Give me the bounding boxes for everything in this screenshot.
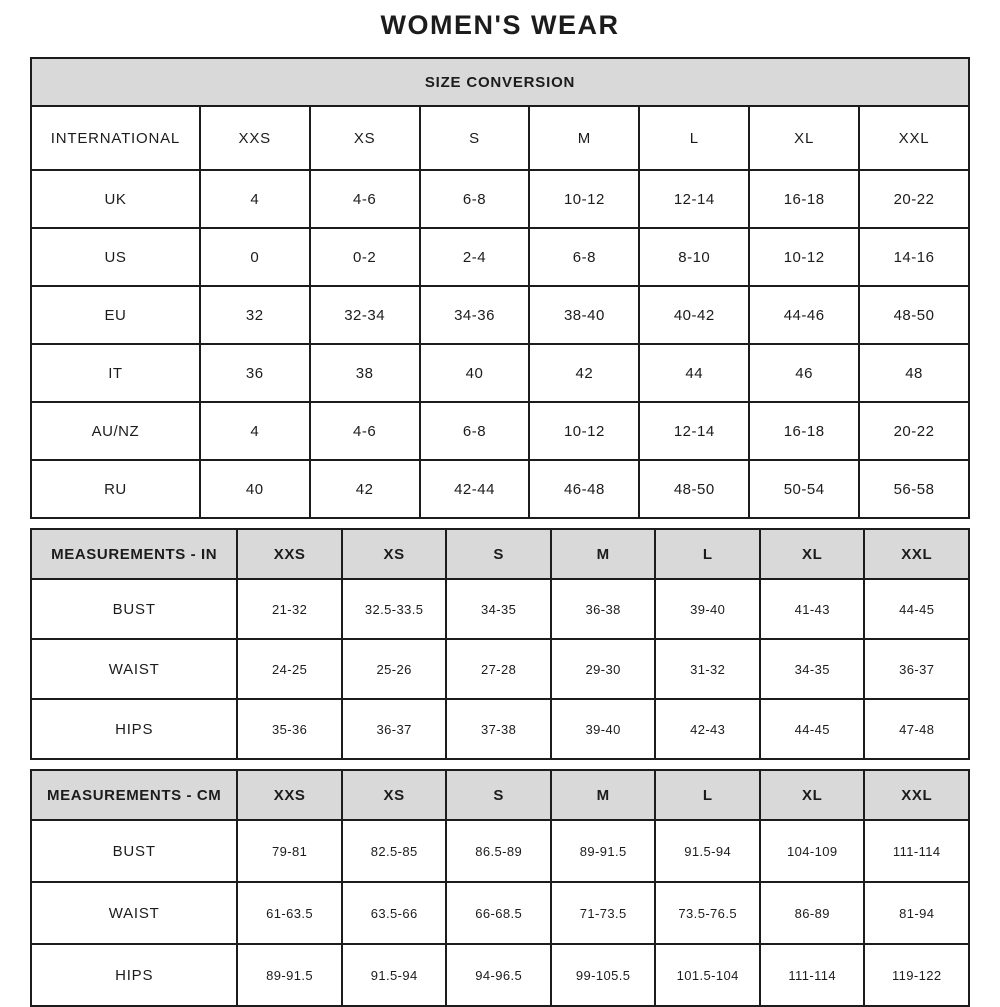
- measure-value-cell: 89-91.5: [237, 944, 342, 1006]
- size-value-cell: 4-6: [310, 402, 420, 460]
- size-value-cell: 12-14: [639, 402, 749, 460]
- measure-value-cell: 39-40: [551, 699, 656, 759]
- measurements-in-column-header: M: [551, 529, 656, 579]
- measure-value-cell: 42-43: [655, 699, 760, 759]
- measure-value-cell: 36-37: [864, 639, 969, 699]
- size-value-cell: 46: [749, 344, 859, 402]
- measurements-cm-column-header: XXS: [237, 770, 342, 820]
- measurements-cm-column-header: S: [446, 770, 551, 820]
- size-value-cell: 6-8: [529, 228, 639, 286]
- size-conversion-column-header: INTERNATIONAL: [31, 106, 200, 170]
- size-value-cell: 32: [200, 286, 310, 344]
- measure-value-cell: 99-105.5: [551, 944, 656, 1006]
- measure-value-cell: 25-26: [342, 639, 447, 699]
- measurements-cm-column-header: L: [655, 770, 760, 820]
- measure-value-cell: 111-114: [760, 944, 865, 1006]
- measurements-in-row: [31, 579, 969, 639]
- measure-value-cell: 71-73.5: [551, 882, 656, 944]
- size-value-cell: 8-10: [639, 228, 749, 286]
- measure-value-cell: 44-45: [760, 699, 865, 759]
- measure-value-cell: 111-114: [864, 820, 969, 882]
- measurements-cm-header-row: [31, 770, 969, 820]
- size-value-cell: 6-8: [420, 402, 530, 460]
- size-value-cell: 20-22: [859, 170, 969, 228]
- measurements-cm-column-header: XL: [760, 770, 865, 820]
- size-conversion-title: SIZE CONVERSION: [31, 58, 969, 106]
- measure-value-cell: 36-38: [551, 579, 656, 639]
- measurements-in-row: [31, 639, 969, 699]
- size-conversion-row: [31, 286, 969, 344]
- measure-value-cell: 27-28: [446, 639, 551, 699]
- size-value-cell: 4: [200, 170, 310, 228]
- measure-value-cell: 21-32: [237, 579, 342, 639]
- measurements-in-title: MEASUREMENTS - IN: [31, 529, 237, 579]
- measure-value-cell: 81-94: [864, 882, 969, 944]
- size-value-cell: 48-50: [639, 460, 749, 518]
- size-value-cell: 0-2: [310, 228, 420, 286]
- size-value-cell: 42: [529, 344, 639, 402]
- size-conversion-column-header: XXL: [859, 106, 969, 170]
- measurements-cm-row: [31, 882, 969, 944]
- size-value-cell: 12-14: [639, 170, 749, 228]
- size-value-cell: 10-12: [529, 402, 639, 460]
- size-value-cell: 46-48: [529, 460, 639, 518]
- measurements-cm-row: [31, 944, 969, 1006]
- size-conversion-table: [30, 57, 970, 519]
- size-value-cell: 34-36: [420, 286, 530, 344]
- size-conversion-column-header: XXS: [200, 106, 310, 170]
- size-conversion-column-header: S: [420, 106, 530, 170]
- size-value-cell: 32-34: [310, 286, 420, 344]
- measurements-in-column-header: XXL: [864, 529, 969, 579]
- measure-label-cell: WAIST: [31, 639, 237, 699]
- measurements-cm-table: [30, 769, 970, 1007]
- size-value-cell: 4-6: [310, 170, 420, 228]
- size-conversion-column-header: XL: [749, 106, 859, 170]
- measure-value-cell: 32.5-33.5: [342, 579, 447, 639]
- measurements-in-column-header: XS: [342, 529, 447, 579]
- region-label-cell: AU/NZ: [31, 402, 200, 460]
- size-value-cell: 42: [310, 460, 420, 518]
- size-value-cell: 40: [420, 344, 530, 402]
- measurements-in-header-row: [31, 529, 969, 579]
- measure-value-cell: 101.5-104: [655, 944, 760, 1006]
- size-conversion-row: [31, 344, 969, 402]
- measure-value-cell: 91.5-94: [342, 944, 447, 1006]
- measure-value-cell: 47-48: [864, 699, 969, 759]
- size-conversion-column-header: M: [529, 106, 639, 170]
- size-value-cell: 4: [200, 402, 310, 460]
- measurements-cm-title: MEASUREMENTS - CM: [31, 770, 237, 820]
- size-value-cell: 2-4: [420, 228, 530, 286]
- size-value-cell: 16-18: [749, 402, 859, 460]
- size-value-cell: 38: [310, 344, 420, 402]
- measure-value-cell: 119-122: [864, 944, 969, 1006]
- size-value-cell: 20-22: [859, 402, 969, 460]
- page-title: WOMEN'S WEAR: [380, 10, 620, 40]
- measurements-cm-row: [31, 820, 969, 882]
- size-value-cell: 38-40: [529, 286, 639, 344]
- measure-value-cell: 82.5-85: [342, 820, 447, 882]
- size-value-cell: 40: [200, 460, 310, 518]
- measure-value-cell: 73.5-76.5: [655, 882, 760, 944]
- measurements-in-table: [30, 528, 970, 760]
- region-label-cell: RU: [31, 460, 200, 518]
- measure-value-cell: 63.5-66: [342, 882, 447, 944]
- size-value-cell: 44-46: [749, 286, 859, 344]
- measurements-cm-column-header: XS: [342, 770, 447, 820]
- measure-value-cell: 79-81: [237, 820, 342, 882]
- size-value-cell: 56-58: [859, 460, 969, 518]
- size-conversion-column-header: XS: [310, 106, 420, 170]
- measure-value-cell: 86-89: [760, 882, 865, 944]
- measure-value-cell: 37-38: [446, 699, 551, 759]
- measure-value-cell: 94-96.5: [446, 944, 551, 1006]
- measure-label-cell: BUST: [31, 820, 237, 882]
- measure-label-cell: WAIST: [31, 882, 237, 944]
- measure-value-cell: 36-37: [342, 699, 447, 759]
- measurements-in-column-header: S: [446, 529, 551, 579]
- size-conversion-row: [31, 170, 969, 228]
- region-label-cell: IT: [31, 344, 200, 402]
- measure-value-cell: 41-43: [760, 579, 865, 639]
- measure-value-cell: 89-91.5: [551, 820, 656, 882]
- measure-value-cell: 29-30: [551, 639, 656, 699]
- measure-value-cell: 66-68.5: [446, 882, 551, 944]
- size-value-cell: 14-16: [859, 228, 969, 286]
- region-label-cell: EU: [31, 286, 200, 344]
- measure-value-cell: 44-45: [864, 579, 969, 639]
- size-value-cell: 44: [639, 344, 749, 402]
- measurements-in-row: [31, 699, 969, 759]
- measurements-in-column-header: XXS: [237, 529, 342, 579]
- measure-value-cell: 91.5-94: [655, 820, 760, 882]
- measure-value-cell: 61-63.5: [237, 882, 342, 944]
- size-value-cell: 40-42: [639, 286, 749, 344]
- measure-value-cell: 35-36: [237, 699, 342, 759]
- size-value-cell: 10-12: [529, 170, 639, 228]
- size-value-cell: 50-54: [749, 460, 859, 518]
- size-value-cell: 6-8: [420, 170, 530, 228]
- measure-value-cell: 104-109: [760, 820, 865, 882]
- region-label-cell: UK: [31, 170, 200, 228]
- measure-value-cell: 34-35: [760, 639, 865, 699]
- size-conversion-column-header: L: [639, 106, 749, 170]
- measure-value-cell: 39-40: [655, 579, 760, 639]
- measurements-in-column-header: L: [655, 529, 760, 579]
- size-conversion-columns-row: [31, 106, 969, 170]
- size-value-cell: 0: [200, 228, 310, 286]
- region-label-cell: US: [31, 228, 200, 286]
- size-value-cell: 48-50: [859, 286, 969, 344]
- measure-value-cell: 31-32: [655, 639, 760, 699]
- measurements-cm-column-header: M: [551, 770, 656, 820]
- size-conversion-body: [31, 170, 969, 518]
- measure-label-cell: BUST: [31, 579, 237, 639]
- size-value-cell: 48: [859, 344, 969, 402]
- size-value-cell: 42-44: [420, 460, 530, 518]
- measure-label-cell: HIPS: [31, 699, 237, 759]
- measurements-in-column-header: XL: [760, 529, 865, 579]
- size-conversion-caption-row: [31, 58, 969, 106]
- size-conversion-row: [31, 228, 969, 286]
- size-conversion-row: [31, 402, 969, 460]
- measurements-in-body: [31, 579, 969, 759]
- size-value-cell: 36: [200, 344, 310, 402]
- size-value-cell: 10-12: [749, 228, 859, 286]
- measurements-cm-column-header: XXL: [864, 770, 969, 820]
- size-conversion-row: [31, 460, 969, 518]
- measure-value-cell: 34-35: [446, 579, 551, 639]
- size-value-cell: 16-18: [749, 170, 859, 228]
- measure-label-cell: HIPS: [31, 944, 237, 1006]
- measure-value-cell: 86.5-89: [446, 820, 551, 882]
- measure-value-cell: 24-25: [237, 639, 342, 699]
- measurements-cm-body: [31, 820, 969, 1006]
